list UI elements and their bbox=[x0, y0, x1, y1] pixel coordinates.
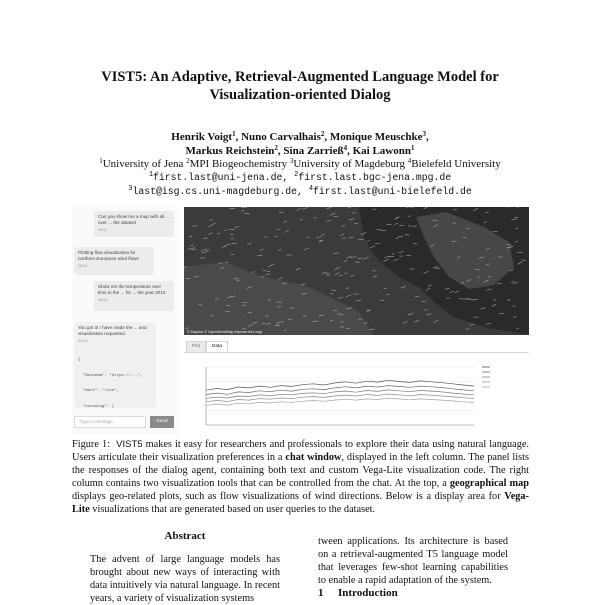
affiliations: $^1$University of Jena $^2$MPI Biogeochemistry $^3$University of Magdeburg $^4$Bielefeld University bbox=[0, 158, 600, 171]
chat-message-agent-code: You got it! I have made the ... and visualization requested. 08:03 { "$schema": "https://...", "mark": "line", "encoding": { bbox=[74, 322, 156, 408]
email-line-1: $^1$first.last@uni-jena.de, $^2$first.last.bgc-jena.mpg.de bbox=[0, 171, 600, 185]
series-line bbox=[206, 390, 474, 398]
series-line bbox=[206, 394, 474, 402]
author: Kai Lawonn bbox=[353, 145, 411, 157]
author: Monique Meuschke bbox=[330, 131, 423, 143]
section-heading-introduction: 1 Introduction bbox=[318, 587, 398, 599]
vega-lite-code: { "$schema": "https://...", "mark": "line", "encoding": { bbox=[78, 348, 152, 408]
author: Nuno Carvalhais bbox=[241, 131, 321, 143]
geographical-map[interactable] bbox=[184, 207, 529, 335]
chat-message-user: Can you show me a map with all ... over ... the dataset 08:02 bbox=[94, 211, 174, 237]
series-line bbox=[206, 398, 474, 405]
visualization-tabs bbox=[184, 340, 529, 353]
author-emails bbox=[0, 171, 600, 199]
author: Markus Reichstein bbox=[185, 145, 274, 157]
right-column-text: tween applications. Its architecture is based on a retrieval-augmented T5 language model that leverages few-shot learning capabilities to enable a rapid adaptation of the system. bbox=[318, 535, 508, 587]
chat-input[interactable]: Type a message bbox=[74, 416, 146, 428]
line-chart bbox=[184, 355, 529, 434]
author: Sina Zarrieß bbox=[283, 145, 343, 157]
author: Henrik Voigt bbox=[171, 131, 232, 143]
authors-line-1: Henrik Voigt$^1$, Nuno Carvalhais$^2$, Monique Meuschke$^3$, bbox=[0, 130, 600, 144]
title-line-2: Visualization-oriented Dialog bbox=[0, 86, 600, 104]
series-line bbox=[206, 386, 474, 395]
chat-message-user: Show me the temperature over time in the ... for ... the year 2010 08:03 bbox=[94, 281, 174, 311]
chat-window bbox=[72, 207, 180, 434]
tab-plot[interactable]: Plot bbox=[186, 341, 206, 352]
series-line bbox=[206, 380, 474, 390]
abstract-text: The advent of large language models has brought about new ways of interacting with data intuitively via natural language. In recent years, a variety of visualization systems bbox=[90, 553, 280, 605]
send-button[interactable]: Send bbox=[150, 416, 174, 428]
authors-line-2: Markus Reichstein$^2$, Sina Zarrieß$^4$, Kai Lawonn$^1$ bbox=[0, 144, 600, 158]
title-line-1: VIST5: An Adaptive, Retrieval-Augmented Language Model for bbox=[0, 68, 600, 86]
map-canvas bbox=[184, 207, 529, 335]
abstract-heading: Abstract bbox=[90, 530, 280, 542]
chat-input-bar bbox=[74, 416, 178, 430]
vega-lite-display bbox=[184, 355, 529, 434]
chat-message-agent: Plotting flow visualization for northern European wind flows 08:02 bbox=[74, 247, 154, 275]
figure-caption: Figure 1: VIST5 makes it easy for researchers and professionals to explore their data using natural language. Users articulate their visualization preferences in a chat window, displayed in the left column. The panel lists the responses of the dialog agent, containing both text and custom Vega-Lite visualization code. The right column contains two visualization tools that can be controlled from the chat. At the top, a geographical map displays geo-related plots, such as flow visualizations of wind directions. Below is a display area for Vega-Lite visualizations that are generated based on user queries to the dataset. bbox=[72, 438, 529, 516]
map-attribution: © Mapbox © OpenStreetMap Improve this map bbox=[187, 330, 262, 334]
paper-title bbox=[0, 68, 600, 104]
email-line-2: $^3$last@isg.cs.uni-magdeburg.de, $^4$first.last@uni-bielefeld.de bbox=[0, 185, 600, 199]
figure-1 bbox=[72, 207, 529, 434]
author-list bbox=[0, 130, 600, 158]
tab-data[interactable]: Data bbox=[206, 341, 228, 352]
